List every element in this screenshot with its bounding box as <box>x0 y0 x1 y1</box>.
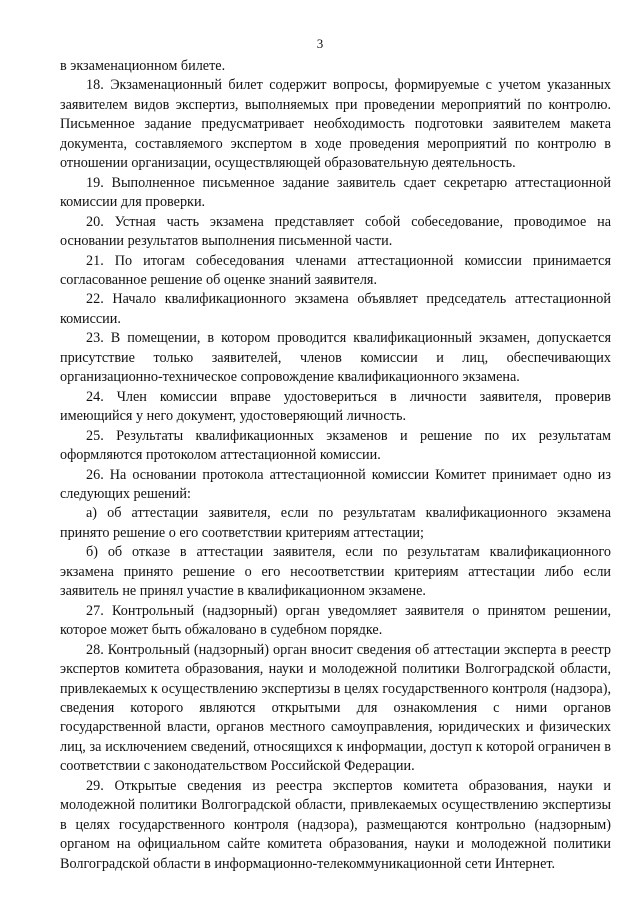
paragraph-27: 27. Контрольный (надзорный) орган уведомляет заявителя о принятом решении, которое может быть обжаловано в судебном порядке. <box>60 602 611 639</box>
paragraph-21: 21. По итогам собеседования членами аттестационной комиссии принимается согласованное решение об оценке знаний заявителя. <box>60 252 611 288</box>
paragraph-29: 29. Открытые сведения из реестра экспертов комитета образования, науки и молодежной политики Волгоградской области, привлекаемых осуществлению экспертизы в целях государственного контроля (надзора), размещаются контрольно (надзорным) органом на официальном сайте комитета образования, науки и молодежной политики Волгоградской области в информационно-телекоммуникационной сети Интернет. <box>60 777 611 872</box>
paragraph-19: 19. Выполненное письменное задание заявитель сдает секретарю аттестационной комиссии для проверки. <box>60 174 611 211</box>
paragraph-26-b: б) об отказе в аттестации заявителя, если по результатам квалификационного экзамена принято решение о его несоответствии критериям аттестации либо если заявитель не принял участие в квалификационном экзамене. <box>60 544 611 600</box>
paragraph-26: 26. На основании протокола аттестационной комиссии Комитет принимает одно из следующих решений: <box>60 466 611 502</box>
paragraph-23: 23. В помещении, в котором проводится квалификационный экзамен, допускается присутствие только заявителей, членов комиссии и лиц, обеспечивающих организационно-техническое сопровождение квалификационного экзамена. <box>60 330 611 386</box>
page-number: 3 <box>316 36 324 51</box>
paragraph-26-a: а) об аттестации заявителя, если по результатам квалификационного экзамена принято решение о его соответствии критериям аттестации; <box>60 505 611 541</box>
paragraph-18: 18. Экзаменационный билет содержит вопросы, формируемые с учетом указанных заявителем видов экспертиз, выполняемых при проведении мероприятий по контролю. Письменное задание предусматривает необходимость подготовки заявителем макета документа, составляемого экспертом в ходе проведения мероприятий по контролю в отношении организации, осуществляющей образовательную деятельность. <box>60 77 611 172</box>
paragraph-24: 24. Член комиссии вправе удостовериться в личности заявителя, проверив имеющийся у него документ, удостоверяющий личность. <box>60 388 611 425</box>
document-body <box>60 57 611 874</box>
paragraph-28: 28. Контрольный (надзорный) орган вносит сведения об аттестации эксперта в реестр экспертов комитета образования, науки и молодежной политики Волгоградской области, привлекаемых к осуществлению экспертизы в целях государственного контроля (надзора), сведения которого являются открытыми для ознакомления с ними органов государственной власти, органов местного самоуправления, юридических и физических лиц, за исключением сведений, относящихся к информации, доступ к которой ограничен в соответствии с законодательством Российской Федерации. <box>60 641 611 775</box>
paragraph-continuation: в экзаменационном билете. <box>60 58 226 74</box>
paragraph-20: 20. Устная часть экзамена представляет собой собеседование, проводимое на основании результатов выполнения письменной части. <box>60 213 611 250</box>
paragraph-25: 25. Результаты квалификационных экзаменов и решение по их результатам оформляются протоколом аттестационной комиссии. <box>60 427 611 464</box>
paragraph-22: 22. Начало квалификационного экзамена объявляет председатель аттестационной комиссии. <box>60 291 611 327</box>
